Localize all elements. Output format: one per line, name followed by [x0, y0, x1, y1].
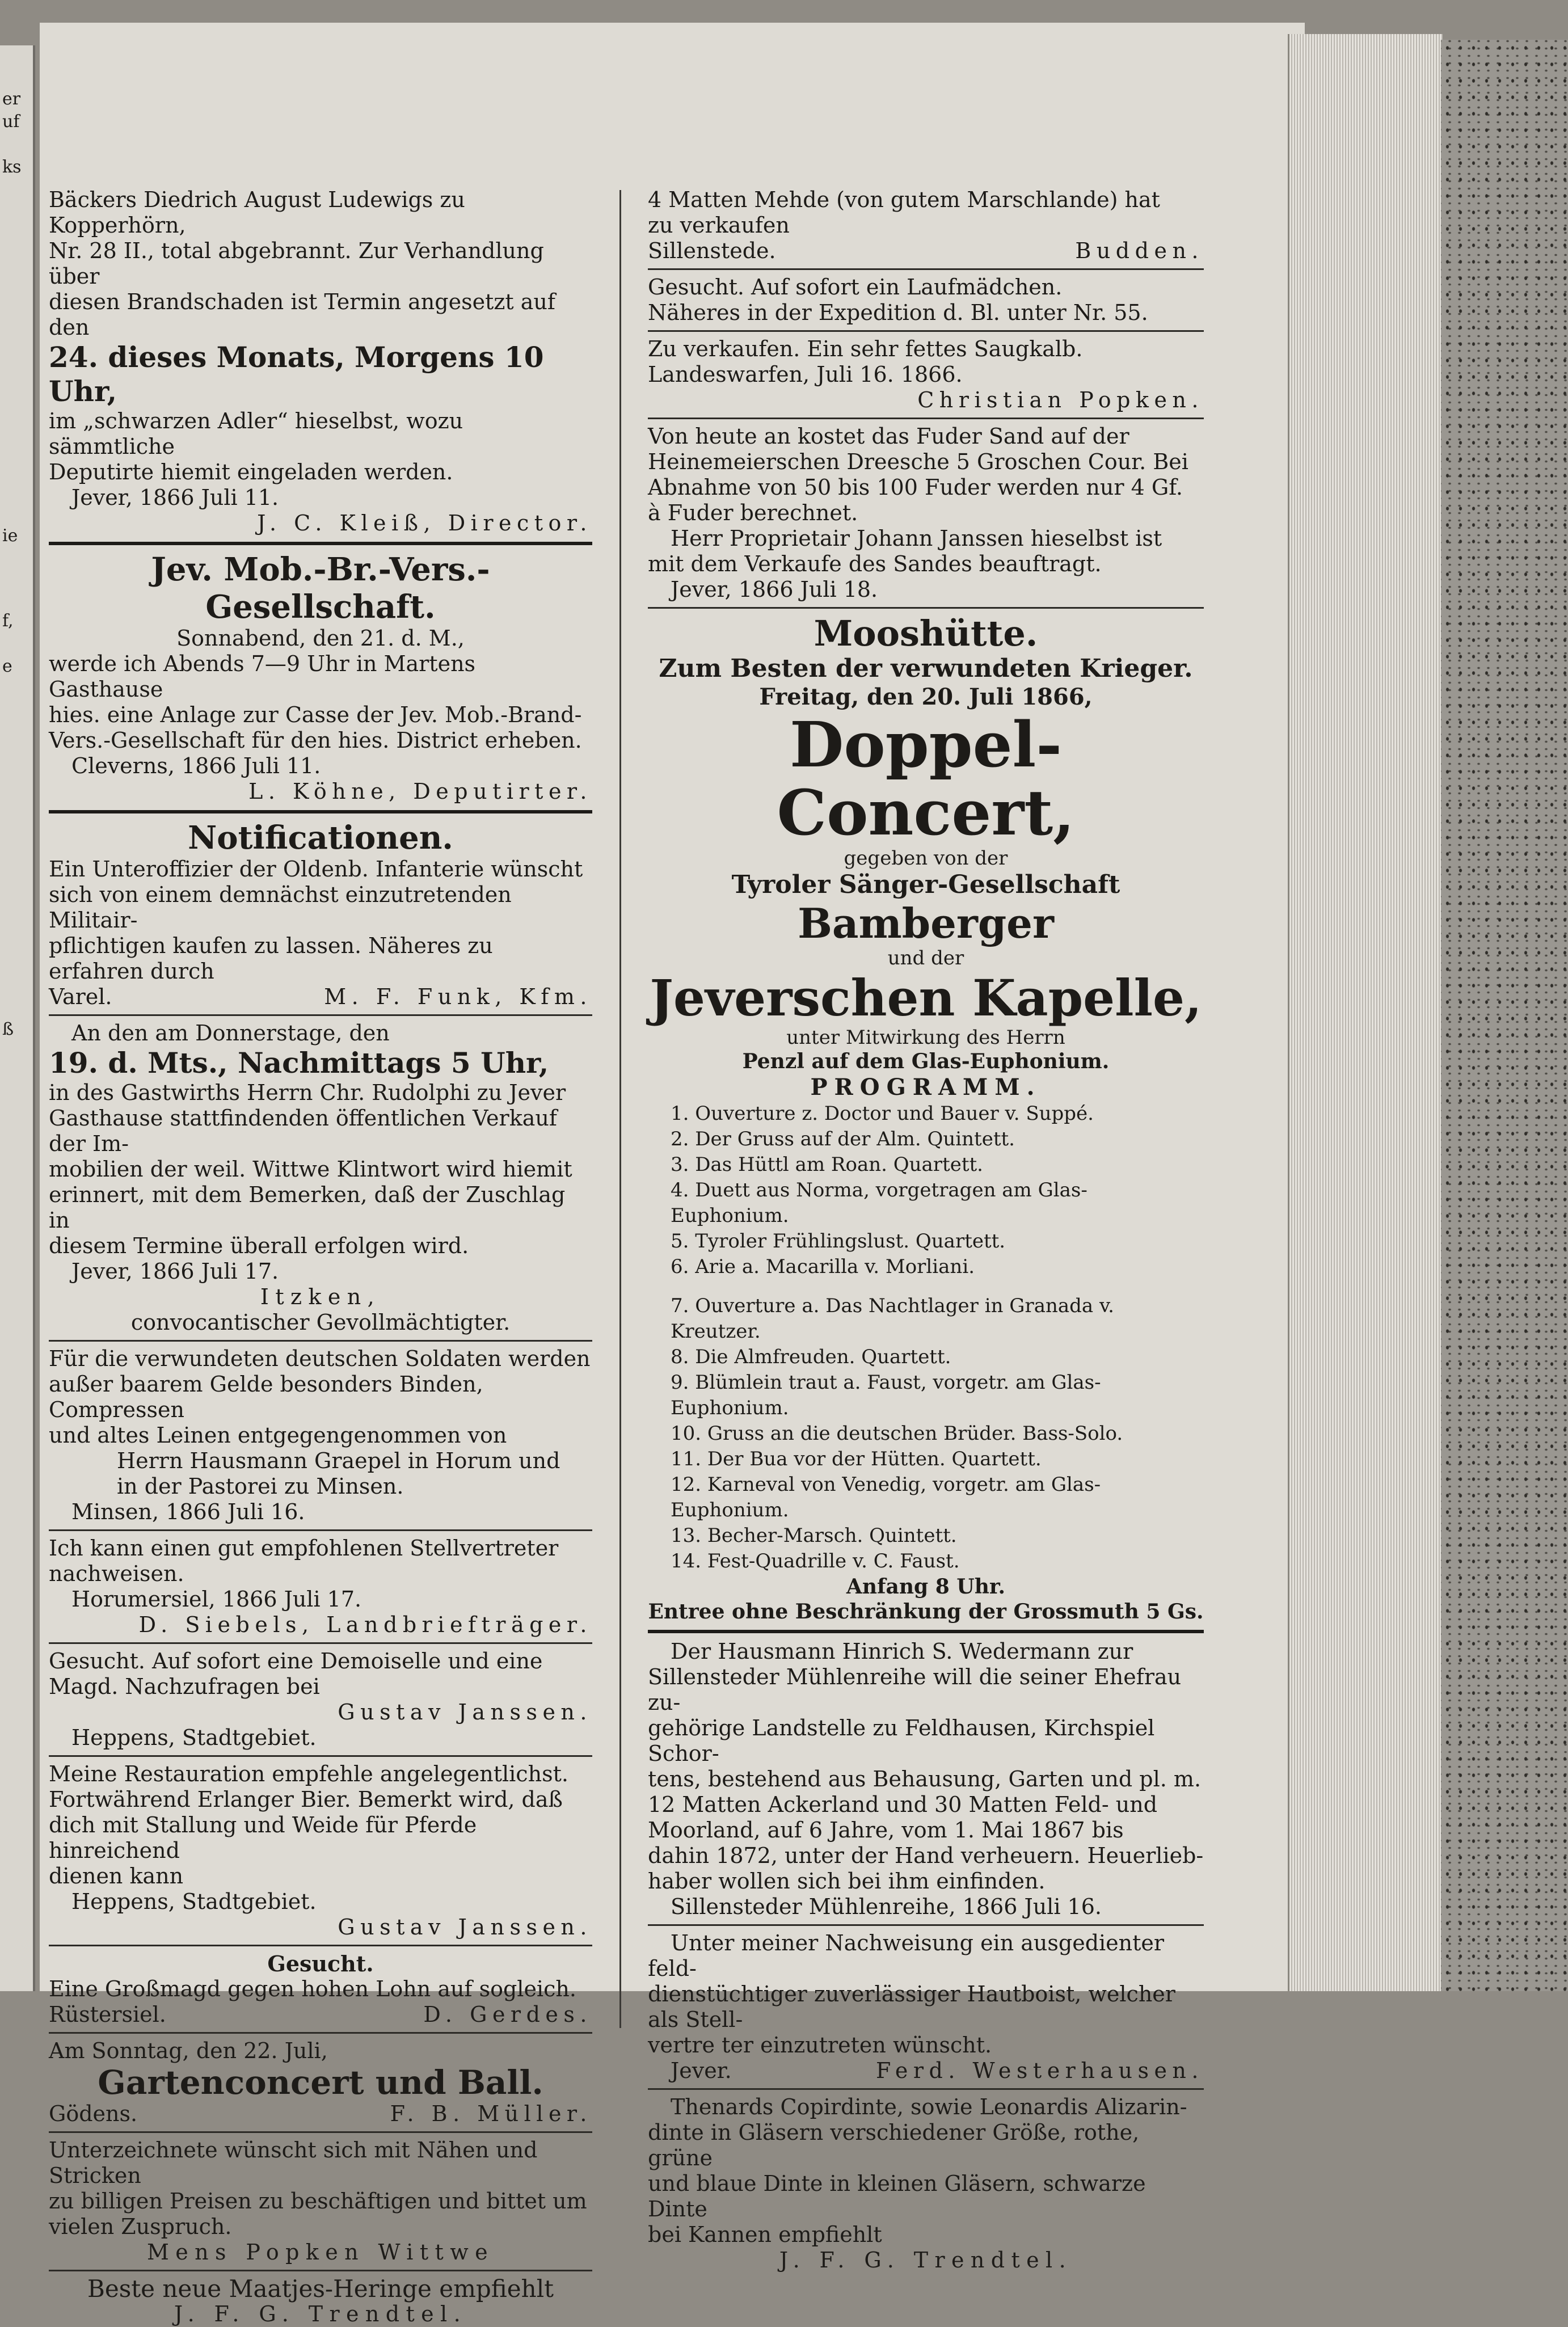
text-line: Moorland, auf 6 Jahre, vom 1. Mai 1867 bis	[648, 1818, 1124, 1843]
text-line: Ich kann einen gut empfohlenen Stellvertreter	[49, 1536, 559, 1561]
text-line: An den am Donnerstage, den	[71, 1021, 390, 1046]
program-item: 4. Duett aus Norma, vorgetragen am Glas-Euphonium.	[671, 1179, 1088, 1227]
divider	[648, 1924, 1204, 1926]
dateline: Sillensteder Mühlenreihe, 1866 Juli 16.	[671, 1894, 1102, 1919]
place: Gödens.	[49, 2101, 138, 2126]
sewing-notice	[49, 2138, 592, 2265]
signature: J. C. Kleiß, Director.	[257, 511, 592, 536]
divider	[648, 268, 1204, 270]
text-line: in des Gastwirths Herrn Chr. Rudolphi zu Jever	[49, 1080, 566, 1105]
program-item: 5. Tyroler Frühlingslust. Quartett.	[671, 1230, 1006, 1253]
dateline: Cleverns, 1866 Juli 11.	[71, 753, 321, 778]
text-line: dich mit Stallung und Weide für Pferde hinreichend	[49, 1812, 477, 1863]
page-edges	[1288, 34, 1443, 1991]
divider	[648, 2088, 1204, 2090]
text-line: mit dem Verkaufe des Sandes beauftragt.	[648, 551, 1102, 576]
ensemble-name: Bamberger	[798, 899, 1054, 947]
right-column	[648, 187, 1204, 2273]
program-item: 6. Arie a. Macarilla v. Morliani.	[671, 1255, 975, 1278]
program-item: 14. Fest-Quadrille v. C. Faust.	[671, 1550, 960, 1573]
program-item: 3. Das Hüttl am Roan. Quartett.	[671, 1153, 983, 1176]
divider	[49, 1945, 592, 1946]
dateline: Horumersiel, 1866 Juli 17.	[71, 1587, 362, 1612]
entry-fee: Entree ohne Beschränkung der Grossmuth 5 Gs.	[648, 1600, 1204, 1624]
sand-notice	[648, 424, 1204, 602]
text-line: Gesucht. Auf sofort ein Laufmädchen.	[648, 275, 1063, 300]
notice-heading: Gesucht.	[267, 1951, 374, 1976]
divider	[49, 2270, 592, 2271]
notice-heading: Notificationen.	[188, 819, 453, 857]
lease-notice	[648, 1639, 1204, 1920]
text-line: gegeben von der	[844, 847, 1008, 870]
notice-heading: Jev. Mob.-Br.-Vers.-Gesellschaft.	[151, 551, 490, 626]
text-line: diesem Termine überall erfolgen wird.	[49, 1233, 469, 1258]
place: Rüstersiel.	[49, 2002, 166, 2027]
divider	[49, 810, 592, 813]
text-line: unter Mitwirkung des Herrn	[786, 1026, 1065, 1049]
insurance-notice	[49, 551, 592, 804]
text-line: Der Hausmann Hinrich S. Wedermann zur	[671, 1639, 1133, 1664]
program-item: 1. Ouverture z. Doctor und Bauer v. Suppé.	[671, 1102, 1094, 1125]
text-line: Meine Restauration empfehle angelegentlichst.	[49, 1761, 568, 1786]
text-line: Landeswarfen, Juli 16. 1866.	[648, 362, 963, 387]
dateline: Jever, 1866 Juli 17.	[71, 1259, 279, 1284]
signature: M. F. Funk, Kfm.	[324, 984, 592, 1009]
text-line: vertre ter einzutreten wünscht.	[648, 2033, 992, 2058]
text-line: in der Pastorei zu Minsen.	[117, 1474, 404, 1499]
signature: Ferd. Westerhausen.	[876, 2058, 1204, 2083]
calf-sale-notice	[648, 336, 1204, 413]
text-line: werde ich Abends 7—9 Uhr in Martens Gasthause	[49, 651, 476, 702]
wanted-notice	[49, 1649, 592, 1751]
text-line: nachweisen.	[49, 1561, 184, 1586]
soloist: Penzl auf dem Glas-Euphonium.	[742, 1049, 1110, 1073]
text-line: Gasthause stattfindenden öffentlichen Verkauf der Im-	[49, 1106, 557, 1156]
text-line: pflichtigen kaufen zu lassen. Näheres zu erfahren durch	[49, 933, 493, 984]
text-line: und der	[887, 947, 964, 969]
text-line: diesen Brandschaden ist Termin angesetzt auf den	[49, 289, 555, 340]
program-list	[648, 1293, 1204, 1574]
text-line: Nr. 28 II., total abgebrannt. Zur Verhandlung über	[49, 238, 544, 289]
signature-title: convocantischer Gevollmächtigter.	[130, 1310, 511, 1335]
text-line: vielen Zuspruch.	[49, 2214, 232, 2239]
text-line: dienen kann	[49, 1864, 184, 1888]
program-item: 11. Der Bua vor der Hütten. Quartett.	[671, 1448, 1042, 1470]
signature: D. Gerdes.	[423, 2002, 592, 2027]
divider	[49, 2032, 592, 2034]
notice-heading: Gartenconcert und Ball.	[98, 2063, 543, 2102]
text-line: Ein Unteroffizier der Oldenb. Infanterie wünscht	[49, 857, 583, 882]
text-line: Herrn Hausmann Graepel in Horum und	[117, 1448, 560, 1473]
book-binding	[1441, 40, 1568, 1991]
program-item: 7. Ouverture a. Das Nachtlager in Granada v. Kreutzer.	[671, 1295, 1114, 1343]
divider	[49, 1642, 592, 1644]
margin-fragment: er	[2, 89, 21, 109]
herring-notice	[49, 2276, 592, 2327]
text-line: Von heute an kostet das Fuder Sand auf der	[648, 424, 1129, 449]
text-line: Gesucht. Auf sofort eine Demoiselle und eine	[49, 1649, 543, 1673]
signature: Budden.	[1075, 238, 1204, 263]
text-line: sich von einem demnächst einzutretenden Militair-	[49, 882, 512, 933]
text-line: Bäckers Diedrich August Ludewigs zu Kopperhörn,	[49, 187, 465, 238]
divider	[648, 418, 1204, 419]
program-item: 2. Der Gruss auf der Alm. Quintett.	[671, 1128, 1015, 1150]
divider	[49, 1340, 592, 1342]
margin-fragment: ß	[2, 1019, 14, 1039]
ink-notice	[648, 2094, 1204, 2273]
left-column	[49, 187, 592, 2327]
text-line: Unter meiner Nachweisung ein ausgedienter feld-	[648, 1930, 1165, 1981]
divider	[49, 1529, 592, 1531]
left-page-edge	[0, 45, 35, 1991]
text-line: Magd. Nachzufragen bei	[49, 1674, 320, 1699]
divider	[648, 607, 1204, 609]
text-line: bei Kannen empfiehlt	[648, 2222, 882, 2247]
fire-notice	[49, 187, 592, 536]
text-line: dahin 1872, unter der Hand verheuern. Heuerlieb-	[648, 1843, 1204, 1868]
text-line: und blaue Dinte in kleinen Gläsern, schwarze Dinte	[648, 2171, 1146, 2221]
meadow-sale-notice	[648, 187, 1204, 264]
divider	[49, 2131, 592, 2133]
signature: F. B. Müller.	[390, 2101, 592, 2126]
text-line: Sillensteder Mühlenreihe will die seiner Ehefrau zu-	[648, 1664, 1182, 1715]
restaurant-notice	[49, 1761, 592, 1940]
signature: J. F. G. Trendtel.	[174, 2301, 467, 2326]
wanted-notice	[49, 1951, 592, 2027]
margin-fragment: ks	[2, 157, 22, 177]
text-line: Unterzeichnete wünscht sich mit Nähen und Stricken	[49, 2138, 538, 2188]
text-line: Sonnabend, den 21. d. M.,	[176, 626, 465, 651]
start-time: Anfang 8 Uhr.	[846, 1575, 1006, 1599]
maid-wanted-notice	[648, 275, 1204, 326]
concert-announcement	[648, 613, 1204, 1624]
margin-fragment: f,	[2, 611, 14, 631]
dateline: Minsen, 1866 Juli 16.	[71, 1499, 305, 1524]
oboist-notice	[648, 1930, 1204, 2084]
signature: J. F. G. Trendtel.	[779, 2248, 1073, 2273]
signature: L. Köhne, Deputirter.	[248, 779, 592, 804]
auction-date: 19. d. Mts., Nachmittags 5 Uhr,	[49, 1046, 549, 1080]
text-line: 12 Matten Ackerland und 30 Matten Feld- und	[648, 1792, 1158, 1817]
text-line: zu billigen Preisen zu beschäftigen und bittet um	[49, 2189, 587, 2214]
place: Heppens, Stadtgebiet.	[71, 1725, 317, 1750]
program-heading: PROGRAMM.	[810, 1074, 1042, 1101]
place: Varel.	[49, 984, 112, 1009]
text-line: Abnahme von 50 bis 100 Fuder werden nur 4 Gf.	[648, 475, 1183, 500]
text-line: à Fuder berechnet.	[648, 500, 858, 525]
substitute-notice	[49, 1536, 592, 1638]
band-name: Jeverschen Kapelle,	[650, 968, 1202, 1027]
signature: Itzken,	[260, 1284, 381, 1309]
margin-fragment: e	[2, 656, 12, 676]
meeting-date: 24. dieses Monats, Morgens 10 Uhr,	[49, 340, 544, 408]
concert-date: Freitag, den 20. Juli 1866,	[759, 684, 1093, 710]
donations-notice	[49, 1346, 592, 1525]
text-line: 4 Matten Mehde (von gutem Marschlande) hat	[648, 187, 1160, 212]
text-line: dinte in Gläsern verschiedener Größe, rothe, grüne	[648, 2120, 1140, 2170]
program-item: 8. Die Almfreuden. Quartett.	[671, 1346, 951, 1368]
divider	[49, 1755, 592, 1757]
company-name: Tyroler Sänger-Gesellschaft	[731, 870, 1120, 899]
program-list	[648, 1101, 1204, 1280]
divider	[648, 1630, 1204, 1633]
text-line: Vers.-Gesellschaft für den hies. District erheben.	[49, 728, 582, 753]
concert-title: Doppel-Concert,	[777, 708, 1075, 849]
divider	[648, 330, 1204, 332]
program-item: 12. Karneval von Venedig, vorgetr. am Glas-Euphonium.	[671, 1473, 1101, 1521]
signature: Gustav Janssen.	[338, 1915, 592, 1940]
dateline: Jever, 1866 Juli 11.	[71, 485, 279, 510]
text-line: Heinemeierschen Dreesche 5 Groschen Cour. Bei	[648, 449, 1188, 474]
program-item: 9. Blümlein traut a. Faust, vorgetr. am Glas-Euphonium.	[671, 1371, 1101, 1419]
text-line: Deputirte hiemit eingeladen werden.	[49, 460, 453, 484]
place: Jever.	[671, 2058, 732, 2083]
text-line: Zu verkaufen. Ein sehr fettes Saugkalb.	[648, 336, 1083, 361]
divider	[49, 1014, 592, 1016]
text-line: Thenards Copirdinte, sowie Leonardis Alizarin-	[671, 2094, 1187, 2119]
text-line: Für die verwundeten deutschen Soldaten werden	[49, 1346, 591, 1371]
text-line: und altes Leinen entgegengenommen von	[49, 1423, 507, 1448]
divider	[49, 542, 592, 545]
signature: Mens Popken Wittwe	[146, 2240, 495, 2265]
purpose-line: Zum Besten der verwundeten Krieger.	[659, 654, 1193, 683]
venue-title: Mooshütte.	[813, 613, 1038, 654]
text-line: Fortwährend Erlanger Bier. Bemerkt wird, daß	[49, 1787, 563, 1812]
text-line: erinnert, mit dem Bemerken, daß der Zuschlag in	[49, 1182, 566, 1233]
signature: Gustav Janssen.	[338, 1700, 592, 1725]
text-line: dienstüchtiger zuverlässiger Hautboist, welcher als Stell-	[648, 1982, 1175, 2032]
auction-notice	[49, 1021, 592, 1335]
margin-fragment: ie	[2, 526, 18, 546]
text-line: zu verkaufen	[648, 213, 790, 238]
garden-concert-notice	[49, 2038, 592, 2127]
program-item: 13. Becher-Marsch. Quintett.	[671, 1524, 957, 1547]
place: Heppens, Stadtgebiet.	[71, 1889, 317, 1914]
text-line: Näheres in der Expedition d. Bl. unter Nr. 55.	[648, 300, 1148, 325]
text-line: mobilien der weil. Wittwe Klintwort wird hiemit	[49, 1157, 572, 1182]
text-line: außer baarem Gelde besonders Binden, Compressen	[49, 1372, 483, 1422]
signature: Christian Popken.	[917, 387, 1204, 412]
dateline: Jever, 1866 Juli 18.	[671, 577, 878, 602]
text-line: hies. eine Anlage zur Casse der Jev. Mob.-Brand-	[49, 702, 582, 727]
text-line: Am Sonntag, den 22. Juli,	[49, 2038, 328, 2063]
column-divider	[619, 190, 621, 2028]
notifications	[49, 819, 592, 1010]
text-line: Beste neue Maatjes-Heringe empfiehlt	[87, 2275, 554, 2303]
margin-fragment: uf	[2, 112, 20, 132]
program-item: 10. Gruss an die deutschen Brüder. Bass-Solo.	[671, 1422, 1123, 1445]
program-gap	[648, 1280, 1204, 1293]
text-line: haber wollen sich bei ihm einfinden.	[648, 1869, 1046, 1894]
signature: D. Siebels, Landbriefträger.	[138, 1612, 592, 1637]
text-line: im „schwarzen Adler“ hieselbst, wozu sämmtliche	[49, 408, 463, 459]
place: Sillenstede.	[648, 238, 776, 263]
text-line: Herr Proprietair Johann Janssen hieselbst ist	[671, 526, 1162, 551]
text-line: Eine Großmagd gegen hohen Lohn auf sogleich.	[49, 1976, 576, 2001]
text-line: gehörige Landstelle zu Feldhausen, Kirchspiel Schor-	[648, 1715, 1155, 1766]
text-line: tens, bestehend aus Behausung, Garten und pl. m.	[648, 1767, 1202, 1791]
